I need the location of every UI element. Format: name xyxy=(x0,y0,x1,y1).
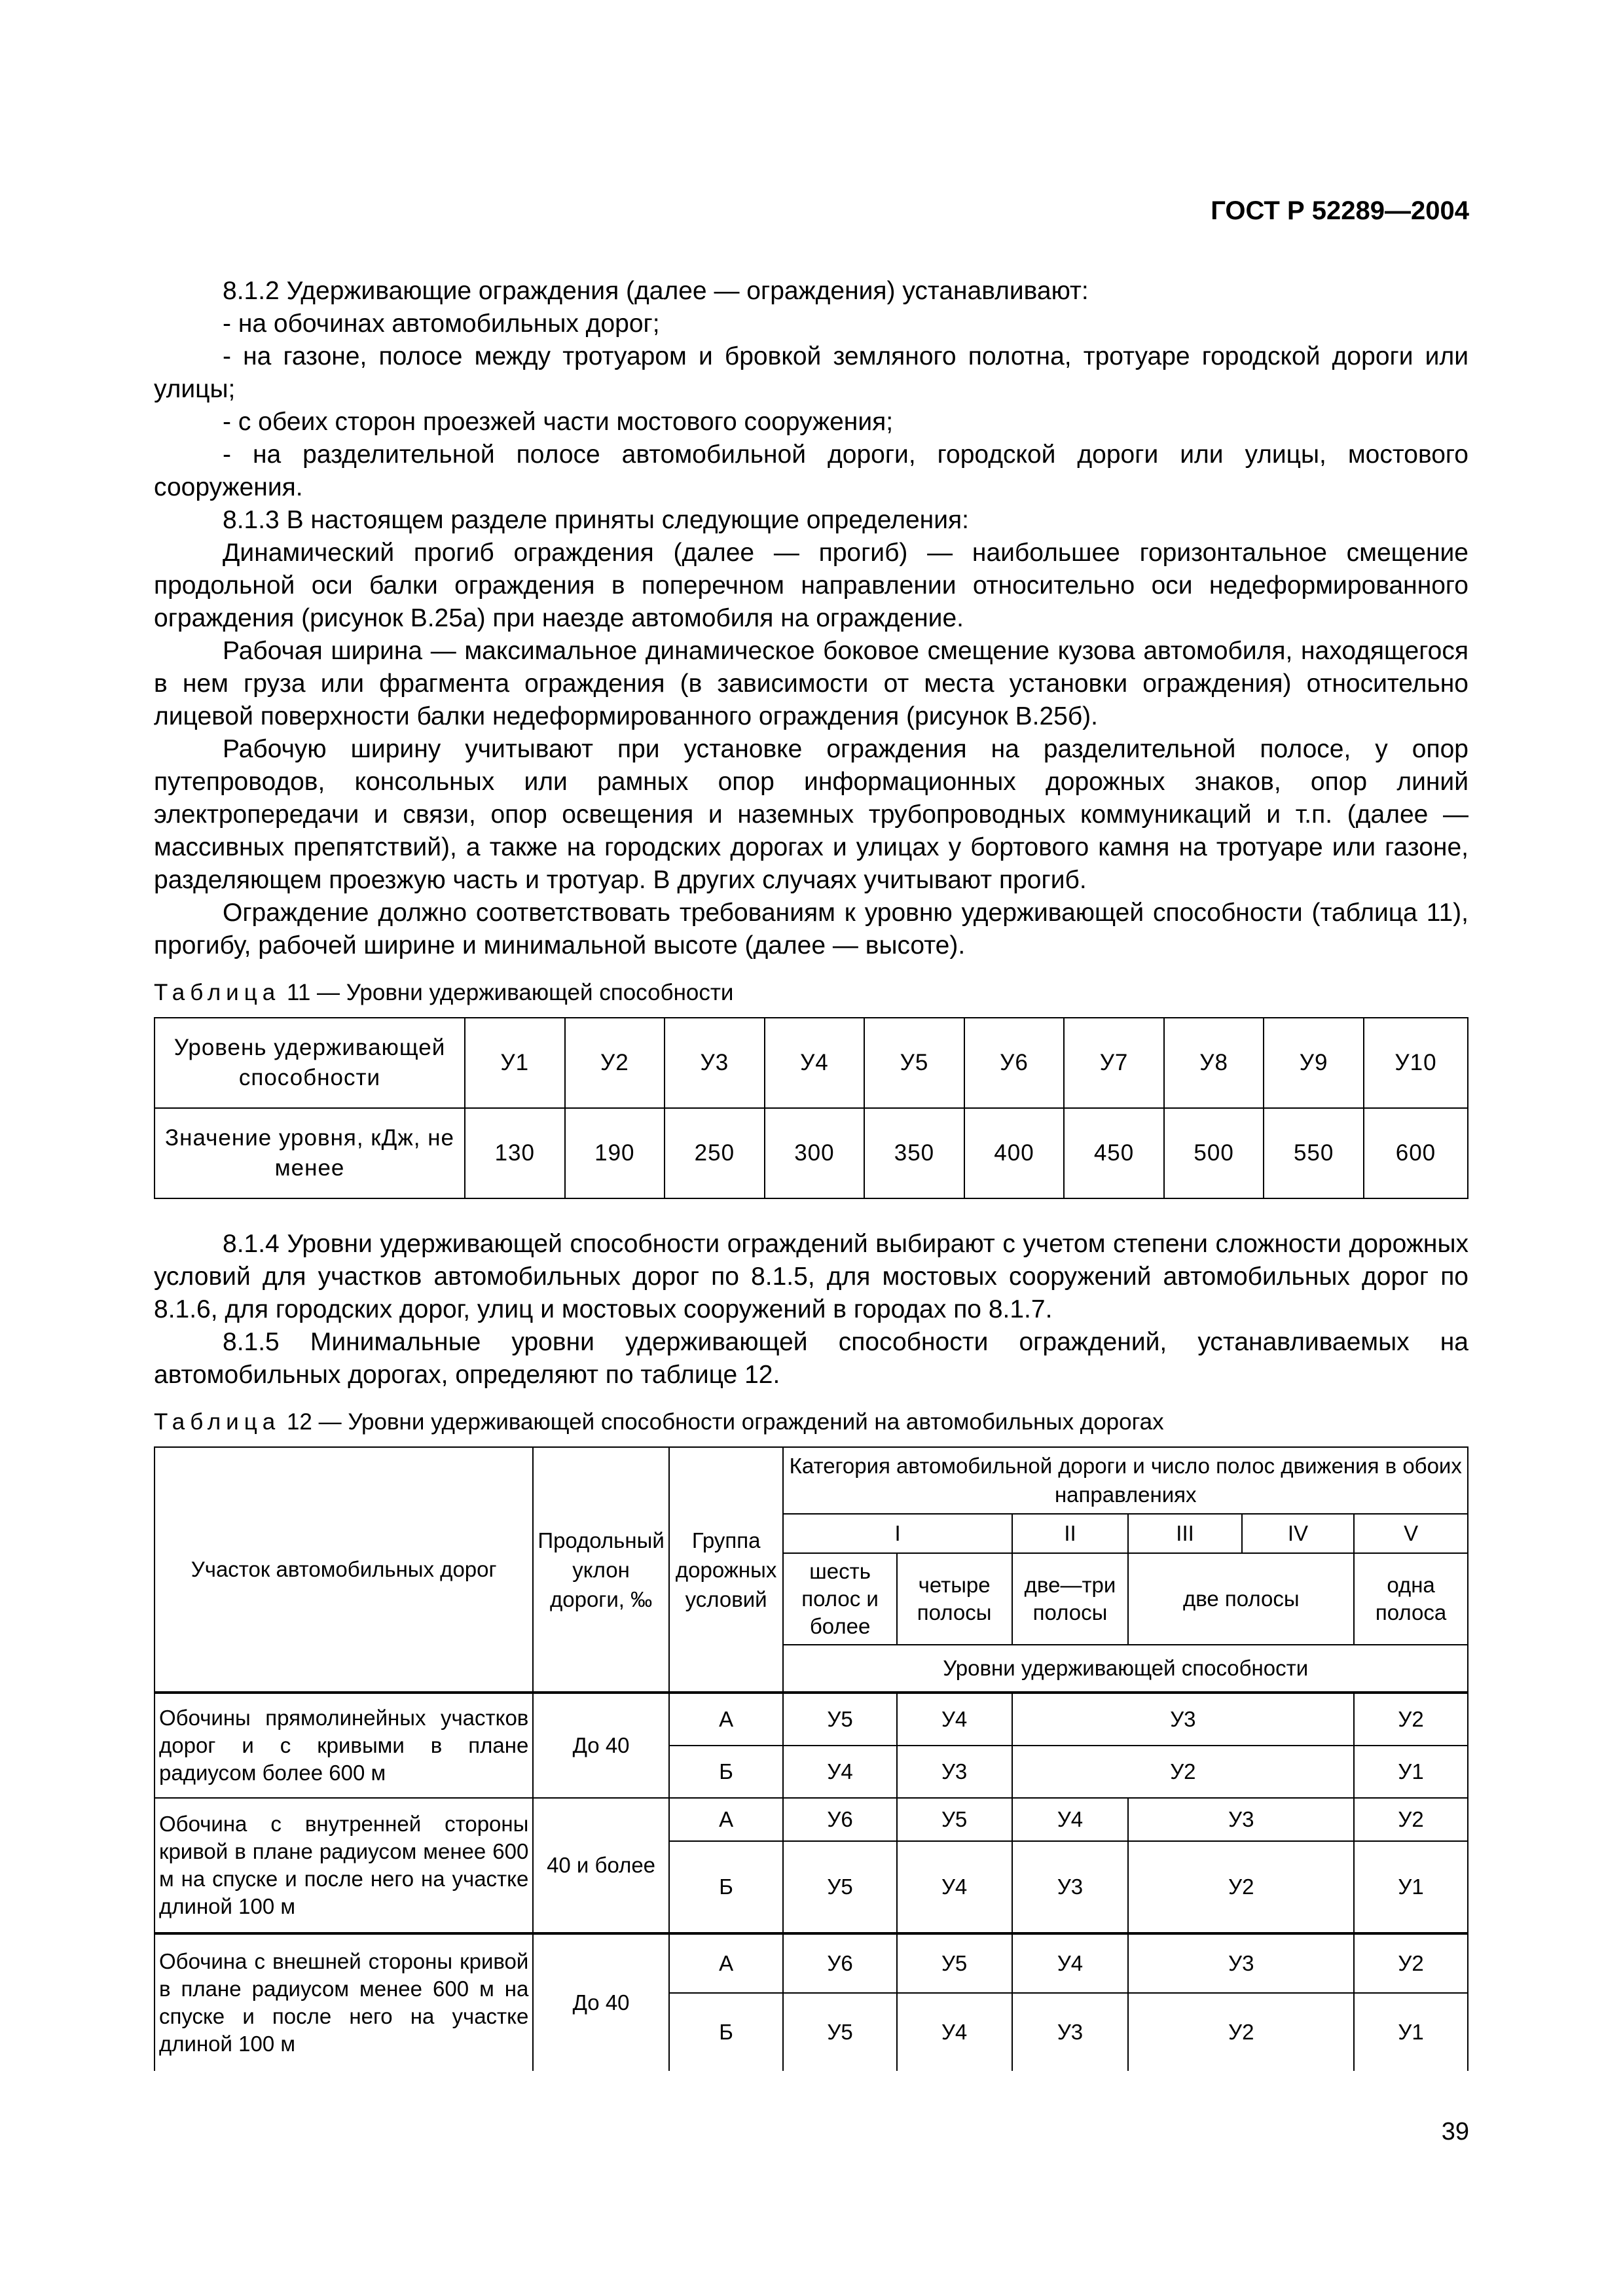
paragraph: Ограждение должно соответствовать требованиям к уровню удерживающей способности (таблица 11), прогибу, рабочей ширине и минимальной высоте (далее — высоте). xyxy=(154,899,1468,960)
page-body xyxy=(154,275,1468,2071)
table-row xyxy=(155,1447,1468,1514)
header-cat-iv: IV xyxy=(1242,1514,1354,1553)
table-cell: У3 xyxy=(1012,1841,1129,1933)
table-row xyxy=(155,1798,1468,1841)
paragraph: 8.1.3 В настоящем разделе приняты следующие определения: xyxy=(223,506,969,534)
table-row xyxy=(155,1018,1468,1108)
header-levels: Уровни удерживающей способности xyxy=(783,1645,1468,1693)
table-cell: У5 xyxy=(783,1693,896,1746)
definition-deflection: Динамический прогиб ограждения (далее — прогиб) — наибольшее горизонтальное смещение продольной оси балки ограждения в поперечном направлении относительно оси недеформированного ограждения (рисунок В.25а) при наезде автомобиля на ограждение. xyxy=(154,539,1468,632)
table-cell: У4 xyxy=(897,1693,1012,1746)
header-section: Участок автомобильных дорог xyxy=(155,1447,533,1693)
table11-caption xyxy=(154,977,1468,1009)
table-cell: У5 xyxy=(783,1993,896,2071)
document-id: ГОСТ Р 52289—2004 xyxy=(1211,196,1469,225)
table-cell: У5 xyxy=(897,1933,1012,1993)
header-cat-iii: III xyxy=(1128,1514,1241,1553)
header-lanes-6: шесть полос и более xyxy=(783,1553,896,1645)
table-cell: У3 xyxy=(897,1746,1012,1798)
table-cell: 550 xyxy=(1264,1108,1364,1198)
group-value: Б xyxy=(669,1993,784,2071)
section-label: Обочина с внутренней стороны кривой в плане радиусом менее 600 м на спуске и после него на участке длиной 100 м xyxy=(155,1798,533,1933)
table-cell: У2 xyxy=(1354,1933,1468,1993)
list-item: - на разделительной полосе автомобильной дороги, городской дороги или улицы, мостового сооружения. xyxy=(154,440,1468,501)
table12-caption-text: 12 — Уровни удерживающей способности ограждений на автомобильных дорогах xyxy=(286,1409,1164,1435)
table-cell: У5 xyxy=(864,1018,964,1108)
table-cell: У4 xyxy=(897,1841,1012,1933)
table-cell: У6 xyxy=(783,1798,896,1841)
header-lanes-4: четыре полосы xyxy=(897,1553,1012,1645)
group-value: А xyxy=(669,1798,784,1841)
table-cell: У2 xyxy=(565,1018,665,1108)
table-cell: 300 xyxy=(765,1108,865,1198)
table-row xyxy=(155,1108,1468,1198)
table-cell: У1 xyxy=(1354,1841,1468,1933)
table11-caption-text: 11 — Уровни удерживающей способности xyxy=(286,980,734,1005)
table-cell: 190 xyxy=(565,1108,665,1198)
table-11 xyxy=(154,1017,1468,1199)
table-12 xyxy=(154,1446,1468,2071)
header-cat-i: I xyxy=(783,1514,1012,1553)
table12-caption-word: Таблица xyxy=(154,1409,281,1435)
table-cell: 250 xyxy=(665,1108,765,1198)
list-item: - на газоне, полосе между тротуаром и бровкой земляного полотна, тротуаре городской дороги или улицы; xyxy=(154,342,1468,403)
header-lanes-2: две полосы xyxy=(1128,1553,1354,1645)
table-cell: У4 xyxy=(765,1018,865,1108)
group-value: Б xyxy=(669,1841,784,1933)
table-cell: У10 xyxy=(1364,1018,1468,1108)
header-lanes-1: одна полоса xyxy=(1354,1553,1468,1645)
table-cell: У3 xyxy=(1128,1798,1354,1841)
section-label: Обочины прямолинейных участков дорог и с кривыми в плане радиусом более 600 м xyxy=(155,1693,533,1798)
table-cell: У2 xyxy=(1354,1693,1468,1746)
table-cell: У1 xyxy=(465,1018,565,1108)
list-item: - на обочинах автомобильных дорог; xyxy=(223,310,660,338)
header-group: Группа дорожных условий xyxy=(669,1447,784,1693)
table-cell: У8 xyxy=(1164,1018,1264,1108)
table-cell: 600 xyxy=(1364,1108,1468,1198)
table-cell: 500 xyxy=(1164,1108,1264,1198)
table-cell: У3 xyxy=(665,1018,765,1108)
header-slope: Продольный уклон дороги, ‰ xyxy=(533,1447,668,1693)
table11-caption-word: Таблица xyxy=(154,980,281,1005)
table-cell: 400 xyxy=(964,1108,1065,1198)
table-row xyxy=(155,1933,1468,1993)
paragraph: 8.1.2 Удерживающие ограждения (далее — ограждения) устанавливают: xyxy=(223,277,1089,305)
slope-value: До 40 xyxy=(533,1933,668,2071)
page-number: 39 xyxy=(1441,2118,1469,2145)
group-value: Б xyxy=(669,1746,784,1798)
header-lanes-2-3: две—три полосы xyxy=(1012,1553,1129,1645)
group-value: А xyxy=(669,1693,784,1746)
table-cell: У3 xyxy=(1128,1933,1354,1993)
group-value: А xyxy=(669,1933,784,1993)
table-cell: У2 xyxy=(1012,1746,1355,1798)
table-cell: У7 xyxy=(1064,1018,1164,1108)
table-cell: У5 xyxy=(783,1841,896,1933)
header-category: Категория автомобильной дороги и число полос движения в обоих направлениях xyxy=(783,1447,1468,1514)
paragraph: 8.1.5 Минимальные уровни удерживающей способности ограждений, устанавливаемых на автомобильных дорогах, определяют по таблице 12. xyxy=(154,1328,1468,1389)
header-cat-ii: II xyxy=(1012,1514,1129,1553)
table-cell: У3 xyxy=(1012,1693,1355,1746)
table-cell: 350 xyxy=(864,1108,964,1198)
table12-caption xyxy=(154,1406,1468,1439)
table-row xyxy=(155,1693,1468,1746)
table-cell: У9 xyxy=(1264,1018,1364,1108)
table-cell: У2 xyxy=(1128,1993,1354,2071)
table-cell: У4 xyxy=(783,1746,896,1798)
slope-value: До 40 xyxy=(533,1693,668,1798)
paragraph: Рабочую ширину учитывают при установке ограждения на разделительной полосе, у опор путепроводов, консольных или рамных опор информационных дорожных знаков, опор линий электропередачи и связи, опор освещения и наземных трубопроводных коммуникаций и т.п. (далее — массивных препятствий), а также на городских дорогах и улицах у бортового камня на тротуаре или газоне, разделяющем проезжую часть и тротуар. В других случаях учитывают прогиб. xyxy=(154,735,1468,894)
table-cell: У4 xyxy=(897,1993,1012,2071)
table-cell: 450 xyxy=(1064,1108,1164,1198)
slope-value: 40 и более xyxy=(533,1798,668,1933)
definition-working-width: Рабочая ширина — максимальное динамическое боковое смещение кузова автомобиля, находящегося в нем груза или фрагмента ограждения (в зависимости от места установки ограждения) относительно лицевой поверхности балки недеформированного ограждения (рисунок В.25б). xyxy=(154,637,1468,730)
table-cell: У1 xyxy=(1354,1993,1468,2071)
row-label: Значение уровня, кДж, не менее xyxy=(155,1108,465,1198)
table-cell: У6 xyxy=(964,1018,1065,1108)
table-cell: У3 xyxy=(1012,1993,1129,2071)
table-cell: У4 xyxy=(1012,1933,1129,1993)
list-item: - с обеих сторон проезжей части мостового сооружения; xyxy=(223,408,894,436)
table-cell: У2 xyxy=(1354,1798,1468,1841)
table-cell: У6 xyxy=(783,1933,896,1993)
row-label: Уровень удерживающей способности xyxy=(155,1018,465,1108)
table-cell: У5 xyxy=(897,1798,1012,1841)
table-cell: У4 xyxy=(1012,1798,1129,1841)
table-cell: У2 xyxy=(1128,1841,1354,1933)
table-cell: У1 xyxy=(1354,1746,1468,1798)
paragraph: 8.1.4 Уровни удерживающей способности ограждений выбирают с учетом степени сложности дорожных условий для участков автомобильных дорог по 8.1.5, для мостовых сооружений автомобильных дорог по 8.1.6, для городских дорог, улиц и мостовых сооружений в городах по 8.1.7. xyxy=(154,1230,1468,1323)
header-cat-v: V xyxy=(1354,1514,1468,1553)
section-label: Обочина с внешней стороны кривой в плане радиусом менее 600 м на спуске и после него на участке длиной 100 м xyxy=(155,1933,533,2071)
table-cell: 130 xyxy=(465,1108,565,1198)
